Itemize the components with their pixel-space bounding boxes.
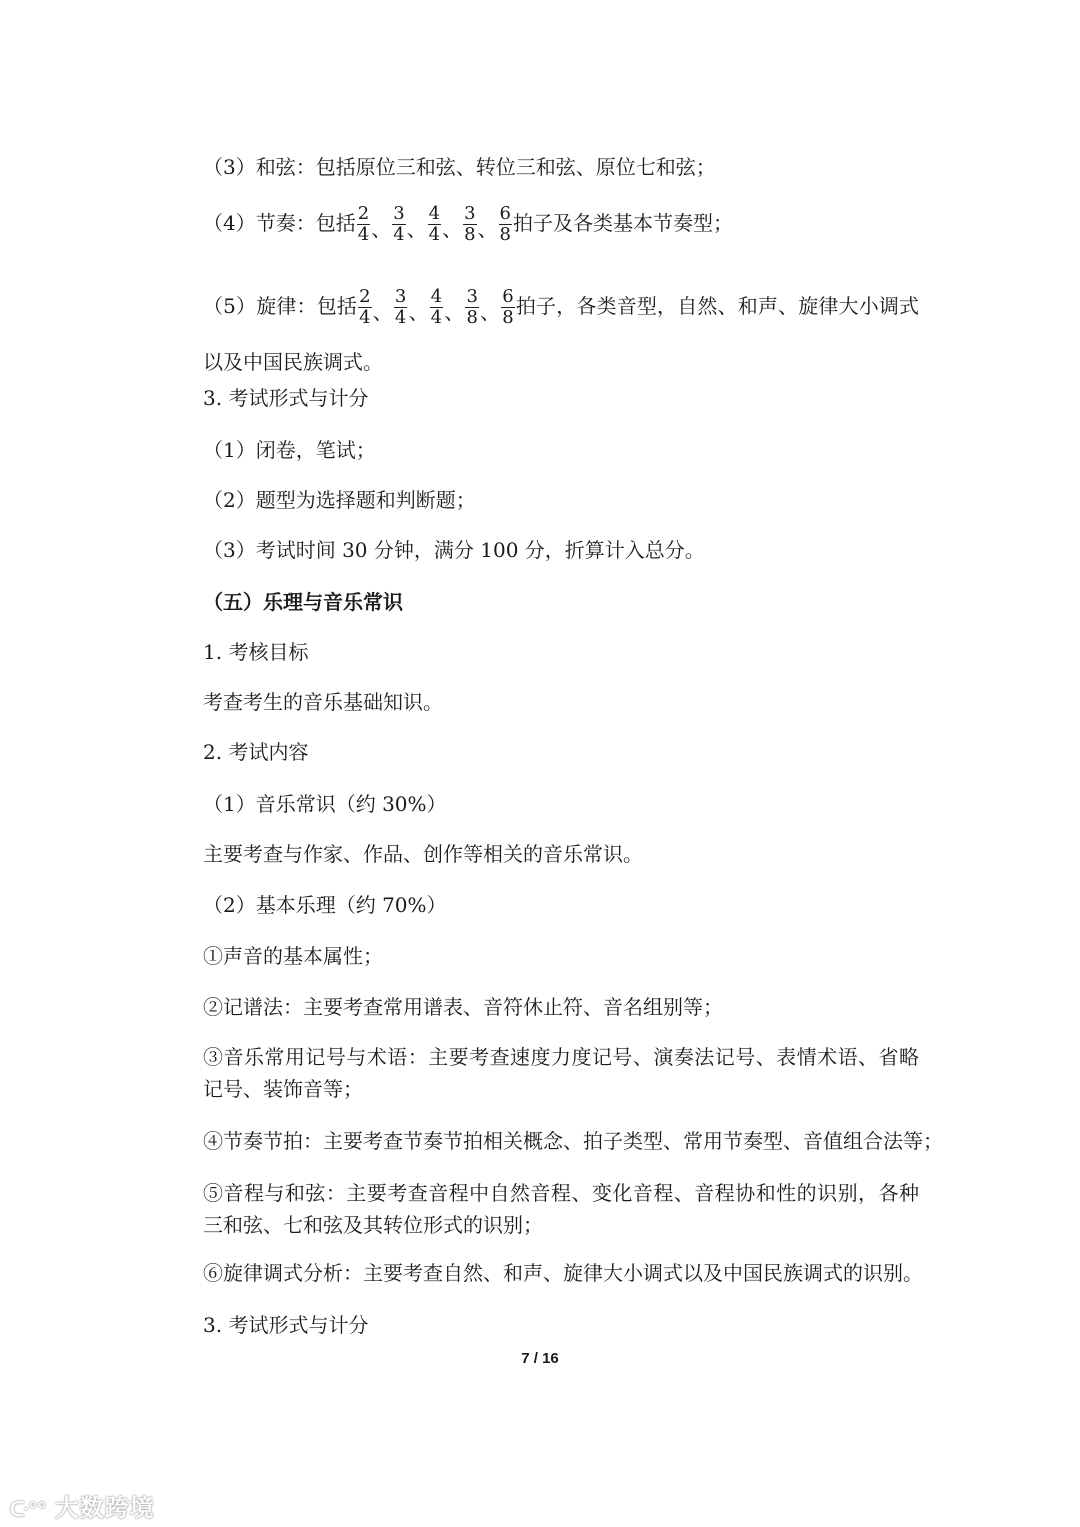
denominator: 4 xyxy=(428,224,441,245)
time-signature xyxy=(394,287,407,328)
denominator: 8 xyxy=(464,224,476,245)
denominator: 8 xyxy=(499,224,511,245)
denominator: 8 xyxy=(466,307,478,328)
exam-time-line: （3）考试时间 30 分钟，满分 100 分，折算计入总分。 xyxy=(203,538,705,562)
watermark-text: 大数跨境 xyxy=(54,1495,155,1522)
time-signatures xyxy=(357,286,516,328)
numerator: 4 xyxy=(428,203,441,224)
denominator: 4 xyxy=(393,224,405,245)
separator: 、 xyxy=(371,217,392,241)
separator: 、 xyxy=(406,217,427,241)
denominator: 4 xyxy=(394,307,407,328)
denominator: 4 xyxy=(359,307,371,328)
watermark-logo: ᑢ°° 大数跨境 xyxy=(10,1495,155,1522)
numerator: 3 xyxy=(464,203,476,224)
time-signature xyxy=(430,287,443,328)
section-heading: （五）乐理与音乐常识 xyxy=(203,590,403,614)
rhythm-suffix: 拍子及各类基本节奏型； xyxy=(513,211,733,235)
separator: 、 xyxy=(372,300,393,324)
page-number: 7 / 16 xyxy=(521,1350,559,1367)
music-knowledge-text: 主要考查与作家、作品、创作等相关的音乐常识。 xyxy=(203,842,643,866)
numerator: 2 xyxy=(359,286,371,307)
theory-item-1: ①声音的基本属性； xyxy=(203,944,383,968)
goal-text: 考查考生的音乐基础知识。 xyxy=(203,690,443,714)
rhythm-prefix: （4）节奏：包括 xyxy=(203,211,356,235)
theory-item-2: ②记谱法：主要考查常用谱表、音符休止符、音名组别等； xyxy=(203,995,723,1019)
denominator: 4 xyxy=(357,224,370,245)
numerator: 2 xyxy=(357,203,370,224)
content-heading: 2. 考试内容 xyxy=(203,740,309,764)
time-signature xyxy=(463,204,476,245)
basic-theory-heading: （2）基本乐理（约 70%） xyxy=(203,893,447,917)
chord-line: （3）和弦：包括原位三和弦、转位三和弦、原位七和弦； xyxy=(203,155,716,179)
separator: 、 xyxy=(479,300,501,324)
rhythm-line xyxy=(203,204,919,245)
numerator: 3 xyxy=(393,203,405,224)
denominator: 8 xyxy=(502,307,514,328)
melody-paragraph xyxy=(203,281,919,387)
music-knowledge-heading: （1）音乐常识（约 30%） xyxy=(203,792,447,816)
theory-item-6: ⑥旋律调式分析：主要考查自然、和声、旋律大小调式以及中国民族调式的识别。 xyxy=(203,1261,923,1285)
goal-heading: 1. 考核目标 xyxy=(203,640,309,664)
separator: 、 xyxy=(442,217,463,241)
separator: 、 xyxy=(408,300,429,324)
time-signature xyxy=(358,287,371,328)
exam-form-heading-2: 3. 考试形式与计分 xyxy=(203,1313,369,1337)
melody-suffix: 拍子，各类音型，自然、和声、旋律大小调式以及中国民族调式。 xyxy=(203,294,920,374)
question-types-line: （2）题型为选择题和判断题； xyxy=(203,488,476,512)
theory-item-5: ⑤音程与和弦：主要考查音程中自然音程、变化音程、音程协和性的识别，各种三和弦、七和弦及其转位形式的识别； xyxy=(203,1181,919,1237)
numerator: 6 xyxy=(502,286,514,307)
time-signature xyxy=(501,287,514,328)
time-signature xyxy=(392,204,405,245)
numerator: 4 xyxy=(430,286,443,307)
time-signature xyxy=(357,204,370,245)
exam-form-heading: 3. 考试形式与计分 xyxy=(203,386,369,410)
denominator: 4 xyxy=(430,307,443,328)
theory-item-3: ③音乐常用记号与术语：主要考查速度力度记号、演奏法记号、表情术语、省略记号、装饰音等； xyxy=(203,1045,919,1101)
time-signature xyxy=(428,204,441,245)
numerator: 3 xyxy=(466,286,478,307)
separator: 、 xyxy=(444,300,465,324)
time-signature xyxy=(465,287,478,328)
numerator: 6 xyxy=(499,203,511,224)
closed-book-line: （1）闭卷，笔试； xyxy=(203,438,376,462)
time-signatures xyxy=(356,203,513,245)
time-signature xyxy=(499,204,512,245)
separator: 、 xyxy=(477,217,498,241)
numerator: 3 xyxy=(394,286,407,307)
melody-prefix: （5）旋律：包括 xyxy=(203,294,358,318)
theory-item-4: ④节奏节拍：主要考查节奏节拍相关概念、拍子类型、常用节奏型、音值组合法等； xyxy=(203,1129,943,1153)
